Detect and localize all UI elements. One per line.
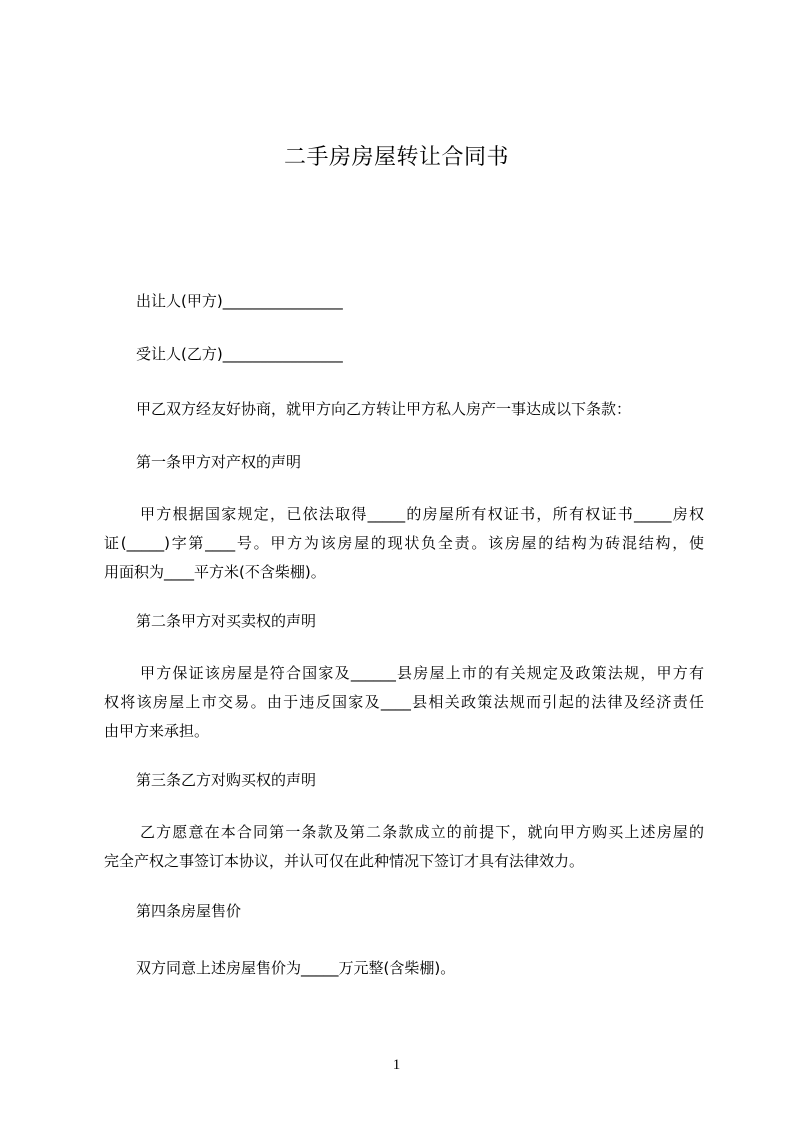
article2-line-2: 权将该房屋上市交易。由于违反国家及____县相关政策法规而引起的法律及经济责任 bbox=[104, 693, 704, 711]
document-title: 二手房房屋转让合同书 bbox=[283, 145, 509, 170]
article1-line-3: 用面积为____平方米(不含柴棚)。 bbox=[104, 563, 326, 581]
article1-line-2: 证(_____)字第____号。甲方为该房屋的现状负全责。该房屋的结构为砖混结构，使 bbox=[104, 534, 704, 552]
article3-body bbox=[104, 818, 704, 876]
party-b-line: 受让人(乙方)________________ bbox=[136, 345, 343, 363]
article4-heading: 第四条房屋售价 bbox=[136, 902, 242, 920]
page-number: 1 bbox=[392, 1057, 401, 1073]
article4-text: 双方同意上述房屋售价为_____万元整(含柴棚)。 bbox=[136, 959, 456, 977]
article2-heading: 第二条甲方对买卖权的声明 bbox=[136, 612, 317, 630]
party-a-line: 出让人(甲方)________________ bbox=[136, 292, 343, 310]
preamble-text: 甲乙双方经友好协商，就甲方向乙方转让甲方私人房产一事达成以下条款： bbox=[136, 400, 632, 418]
article2-line-3: 由甲方来承担。 bbox=[104, 722, 210, 740]
article3-line-1: 乙方愿意在本合同第一条款及第二条款成立的前提下，就向甲方购买上述房屋的 bbox=[140, 823, 704, 841]
article1-heading: 第一条甲方对产权的声明 bbox=[136, 453, 302, 471]
article3-line-2: 完全产权之事签订本协议，并认可仅在此种情况下签订才具有法律效力。 bbox=[104, 852, 585, 870]
article1-line-1: 甲方根据国家规定，已依法取得_____的房屋所有权证书，所有权证书_____房权 bbox=[140, 505, 704, 523]
article2-body bbox=[104, 659, 704, 746]
article2-line-1: 甲方保证该房屋是符合国家及______县房屋上市的有关规定及政策法规，甲方有 bbox=[140, 664, 704, 682]
article3-heading: 第三条乙方对购买权的声明 bbox=[136, 771, 317, 789]
article1-body bbox=[104, 500, 704, 587]
